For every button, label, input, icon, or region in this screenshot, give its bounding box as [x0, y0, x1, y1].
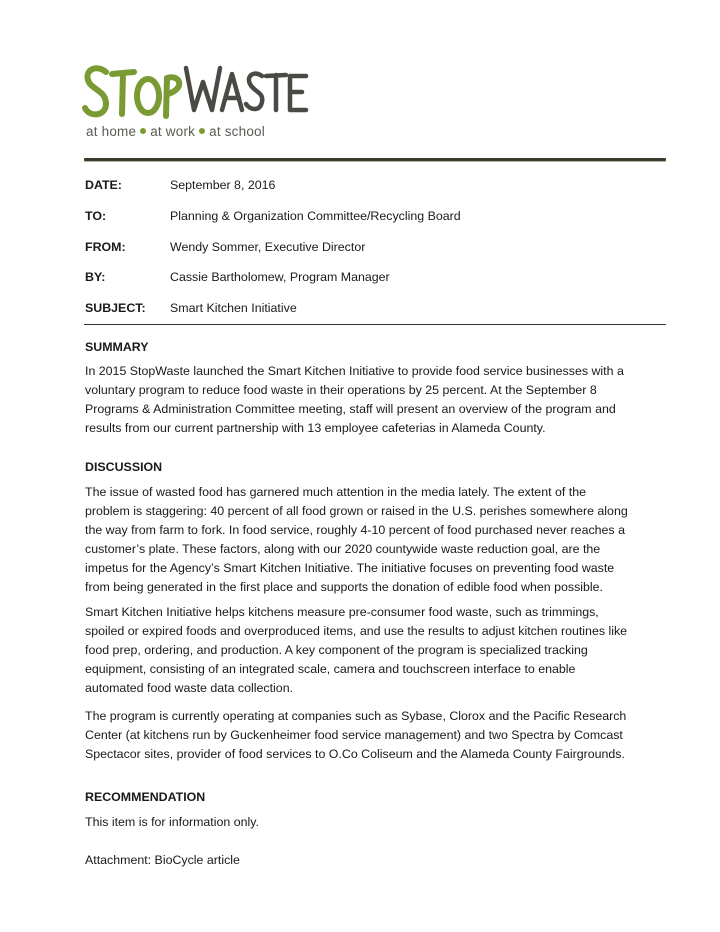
discussion-line: automated food waste data collection. [85, 681, 294, 695]
discussion-line: The program is currently operating at companies such as Sybase, Clorox and the Pacific Research [85, 709, 627, 723]
stopwaste-logo-art [82, 62, 312, 124]
recommendation-heading: RECOMMENDATION [85, 790, 206, 804]
summary-paragraph [85, 362, 645, 438]
from-label: FROM: [85, 240, 126, 254]
subject-value: Smart Kitchen Initiative [170, 301, 297, 315]
attachment-line: Attachment: BioCycle article [85, 853, 240, 867]
discussion-line: Center (at kitchens run by Guckenheimer food service management) and two Spectra by Comcast [85, 728, 623, 742]
discussion-heading: DISCUSSION [85, 460, 163, 474]
summary-line: In 2015 StopWaste launched the Smart Kitchen Initiative to provide food service businesses with a [85, 364, 624, 378]
tagline-school: at school [209, 124, 265, 139]
summary-line: voluntary program to reduce food waste in their operations by 25 percent. At the September 8 [85, 383, 597, 397]
discussion-paragraph-1 [85, 483, 645, 597]
discussion-line: food prep, ordering, and production. A key component of the program is specialized tracking [85, 643, 588, 657]
subject-divider [84, 324, 666, 325]
discussion-line: from being generated in the first place and supports the donation of edible food when possible. [85, 580, 603, 594]
discussion-line: Spectacor sites, provider of food services to O.Co Coliseum and the Alameda County Fairgrounds. [85, 747, 625, 761]
to-label: TO: [85, 209, 107, 223]
tagline-home: at home [86, 124, 137, 139]
recommendation-text [85, 813, 645, 832]
by-label: BY: [85, 270, 106, 284]
discussion-line: problem is staggering: 40 percent of all food grown or raised in the U.S. perishes somewhere along [85, 504, 628, 518]
discussion-line: customer’s plate. These factors, along with our 2020 countywide waste reduction goal, are the [85, 542, 601, 556]
recommendation-line: This item is for information only. [85, 815, 259, 829]
attachment-note [85, 851, 645, 870]
discussion-line: The issue of wasted food has garnered much attention in the media lately. The extent of the [85, 485, 586, 499]
logo-tagline [86, 124, 265, 139]
from-value: Wendy Sommer, Executive Director [170, 240, 366, 254]
tagline-dot [140, 128, 146, 134]
discussion-line: the way from farm to fork. In food service, roughly 4-10 percent of food purchased never reaches a [85, 523, 625, 537]
header-divider [84, 158, 666, 161]
summary-heading: SUMMARY [85, 340, 149, 354]
discussion-line: spoiled or expired foods and overproduced items, and use the results to adjust kitchen routines like [85, 624, 628, 638]
summary-line: Programs & Administration Committee meeting, staff will present an overview of the program and [85, 402, 616, 416]
to-value: Planning & Organization Committee/Recycling Board [170, 209, 461, 223]
subject-label: SUBJECT: [85, 301, 146, 315]
discussion-line: impetus for the Agency’s Smart Kitchen Initiative. The initiative focuses on preventing food waste [85, 561, 615, 575]
tagline-work: at work [150, 124, 196, 139]
discussion-paragraph-2 [85, 603, 645, 698]
by-value: Cassie Bartholomew, Program Manager [170, 270, 390, 284]
discussion-paragraph-3 [85, 707, 645, 764]
discussion-line: Smart Kitchen Initiative helps kitchens measure pre-consumer food waste, such as trimmings, [85, 605, 599, 619]
date-value: September 8, 2016 [170, 178, 276, 192]
date-label: DATE: [85, 178, 122, 192]
discussion-line: equipment, consisting of an integrated scale, camera and touchscreen interface to enable [85, 662, 576, 676]
tagline-dot [199, 128, 205, 134]
summary-line: results from our current partnership with 13 employee cafeterias in Alameda County. [85, 421, 546, 435]
